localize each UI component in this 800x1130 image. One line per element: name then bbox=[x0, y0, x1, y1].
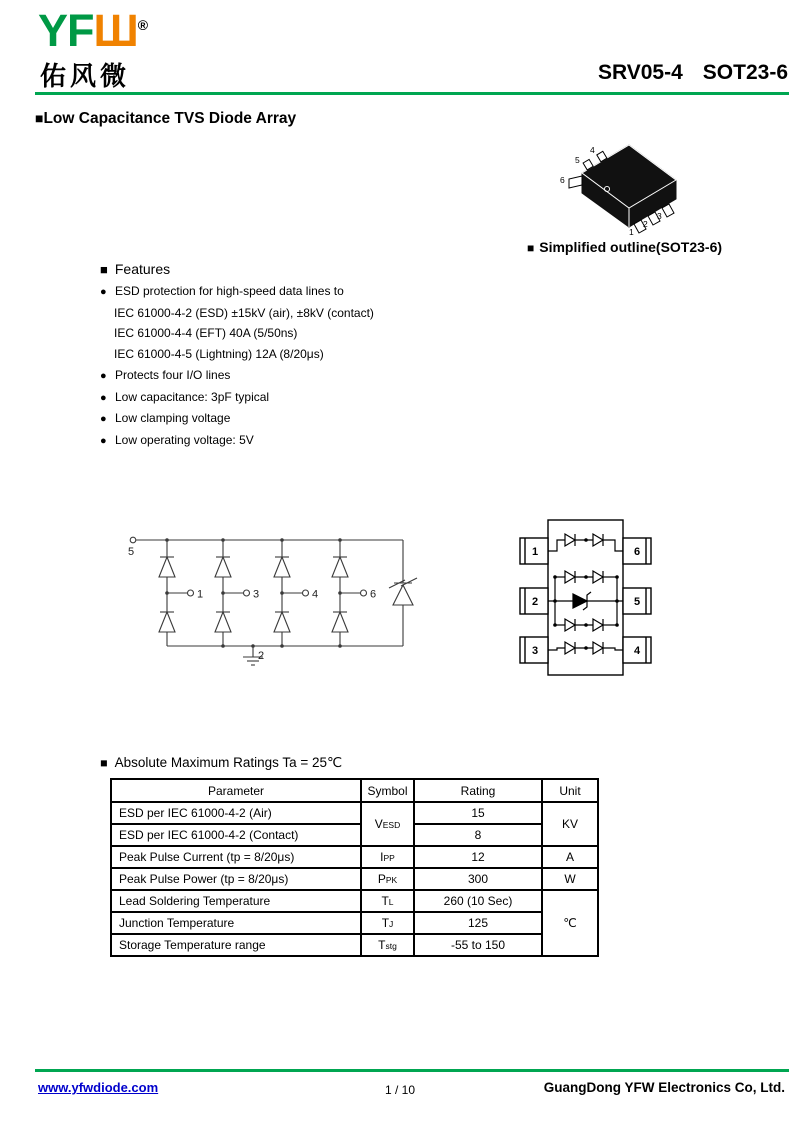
table-row bbox=[111, 912, 598, 934]
square-bullet-icon: ■ bbox=[35, 110, 44, 126]
ratings-heading bbox=[100, 755, 342, 771]
diode-pair-column bbox=[332, 538, 367, 648]
diode-pair-column bbox=[159, 538, 194, 646]
part-number: SRV05-4 bbox=[597, 61, 683, 84]
schematic-pin4-label: 4 bbox=[312, 588, 319, 601]
package-3d-figure bbox=[552, 133, 684, 238]
features-heading-text: Features bbox=[114, 261, 171, 277]
bullet-icon: ● bbox=[100, 391, 107, 404]
schematic-pin5-label: 5 bbox=[128, 546, 135, 558]
feature-item: ● Low capacitance: 3pF typical bbox=[100, 387, 460, 409]
bullet-icon: ● bbox=[100, 286, 107, 298]
unit-cell: KV bbox=[542, 802, 598, 846]
pkg-pin-2-label: 2 bbox=[643, 219, 648, 229]
logo-text-orange: Ш bbox=[93, 5, 138, 56]
rating-cell: 300 bbox=[414, 868, 542, 890]
unit-cell: ℃ bbox=[542, 890, 598, 956]
pinout-diagram bbox=[513, 508, 683, 688]
pkg-pin-6-label: 6 bbox=[560, 175, 565, 185]
circuit-schematic bbox=[115, 505, 445, 675]
schematic-pin2-label: 2 bbox=[258, 650, 265, 662]
parameter-cell: Peak Pulse Power (tp = 8/20μs) bbox=[111, 868, 361, 890]
parameter-cell: ESD per IEC 61000-4-2 (Air) bbox=[111, 802, 361, 824]
symbol-cell: IPP bbox=[361, 846, 414, 868]
table-header-row bbox=[111, 779, 598, 802]
pin-1-number: 1 bbox=[531, 546, 539, 558]
company-name: GuangDong YFW Electronics Co, Ltd. bbox=[543, 1080, 785, 1095]
column-header: Parameter bbox=[111, 779, 361, 802]
registered-trademark-icon: ® bbox=[137, 17, 149, 33]
rating-cell: 260 (10 Sec) bbox=[414, 890, 542, 912]
square-bullet-icon: ■ bbox=[527, 241, 535, 255]
table-row bbox=[111, 846, 598, 868]
absolute-maximum-ratings-table bbox=[110, 778, 599, 957]
page-number: 1 / 10 bbox=[384, 1083, 416, 1097]
unit-cell: A bbox=[542, 846, 598, 868]
parameter-cell: Storage Temperature range bbox=[111, 934, 361, 956]
column-header: Unit bbox=[542, 779, 598, 802]
rating-cell: 125 bbox=[414, 912, 542, 934]
package-figure-caption bbox=[527, 239, 722, 255]
square-bullet-icon: ■ bbox=[100, 756, 108, 770]
symbol-cell: TL bbox=[361, 890, 414, 912]
feature-item: ● Low clamping voltage bbox=[100, 408, 460, 430]
package-body-outline bbox=[548, 520, 623, 675]
rating-cell: 15 bbox=[414, 802, 542, 824]
bullet-icon: ● bbox=[100, 413, 107, 426]
table-row bbox=[111, 824, 598, 846]
pkg-pin-5-label: 5 bbox=[575, 155, 580, 165]
caption-text: Simplified outline(SOT23-6) bbox=[539, 239, 723, 255]
symbol-cell: Tstg bbox=[361, 934, 414, 956]
feature-item: ● ESD protection for high-speed data lines to bbox=[100, 281, 460, 303]
website-link[interactable]: www.yfwdiode.com bbox=[38, 1080, 159, 1095]
pkg-pin-4-label: 4 bbox=[590, 145, 595, 155]
table-row bbox=[111, 868, 598, 890]
symbol-cell: TJ bbox=[361, 912, 414, 934]
rating-cell: 12 bbox=[414, 846, 542, 868]
pin-5-number: 5 bbox=[633, 596, 641, 608]
features-list bbox=[100, 281, 460, 452]
parameter-cell: Lead Soldering Temperature bbox=[111, 890, 361, 912]
logo-text-green: YF bbox=[38, 5, 94, 56]
rating-cell: -55 to 150 bbox=[414, 934, 542, 956]
square-bullet-icon: ■ bbox=[100, 262, 108, 277]
parameter-cell: Peak Pulse Current (tp = 8/20μs) bbox=[111, 846, 361, 868]
feature-item: IEC 61000-4-2 (ESD) ±15kV (air), ±8kV (contact) bbox=[114, 305, 374, 320]
subtitle-text: Low Capacitance TVS Diode Array bbox=[43, 110, 297, 127]
page-title bbox=[598, 61, 788, 85]
diode-pair-column bbox=[274, 538, 309, 648]
feature-item: IEC 61000-4-5 (Lightning) 12A (8/20μs) bbox=[114, 347, 324, 362]
feature-item: ● Protects four I/O lines bbox=[100, 365, 460, 387]
document-subtitle bbox=[35, 110, 296, 128]
parameter-cell: ESD per IEC 61000-4-2 (Contact) bbox=[111, 824, 361, 846]
parameter-cell: Junction Temperature bbox=[111, 912, 361, 934]
bullet-icon: ● bbox=[100, 369, 107, 382]
column-header: Rating bbox=[414, 779, 542, 802]
symbol-cell: VESD bbox=[361, 802, 414, 846]
tvs-zener-branch bbox=[389, 540, 417, 646]
pin-2-number: 2 bbox=[531, 596, 539, 608]
symbol-cell: PPK bbox=[361, 868, 414, 890]
rating-cell: 8 bbox=[414, 824, 542, 846]
header-divider bbox=[35, 92, 789, 95]
logo-chinese-name: 佑风微 bbox=[40, 61, 131, 91]
pin-3-number: 3 bbox=[531, 645, 539, 657]
column-header: Symbol bbox=[361, 779, 414, 802]
sot23-6-body bbox=[582, 145, 676, 227]
table-row bbox=[111, 934, 598, 956]
package-name: SOT23-6 bbox=[702, 61, 788, 84]
schematic-pin1-label: 1 bbox=[197, 588, 204, 601]
pin-4-number: 4 bbox=[633, 645, 641, 657]
unit-cell: W bbox=[542, 868, 598, 890]
table-row bbox=[111, 802, 598, 824]
table-row bbox=[111, 890, 598, 912]
diode-pair-column bbox=[215, 538, 250, 648]
bullet-icon: ● bbox=[100, 434, 107, 447]
pkg-pin-1-label: 1 bbox=[629, 227, 634, 237]
feature-item: IEC 61000-4-4 (EFT) 40A (5/50ns) bbox=[114, 326, 298, 341]
pin-6-number: 6 bbox=[633, 546, 641, 558]
footer-divider bbox=[35, 1069, 789, 1072]
feature-item: ● Low operating voltage: 5V bbox=[100, 430, 460, 452]
ratings-heading-text: Absolute Maximum Ratings Ta = 25℃ bbox=[114, 755, 343, 770]
features-heading bbox=[100, 261, 170, 277]
pkg-pin-3-label: 3 bbox=[657, 211, 662, 221]
schematic-pin6-label: 6 bbox=[370, 588, 377, 601]
schematic-pin3-label: 3 bbox=[253, 588, 260, 601]
company-logo bbox=[38, 5, 149, 56]
